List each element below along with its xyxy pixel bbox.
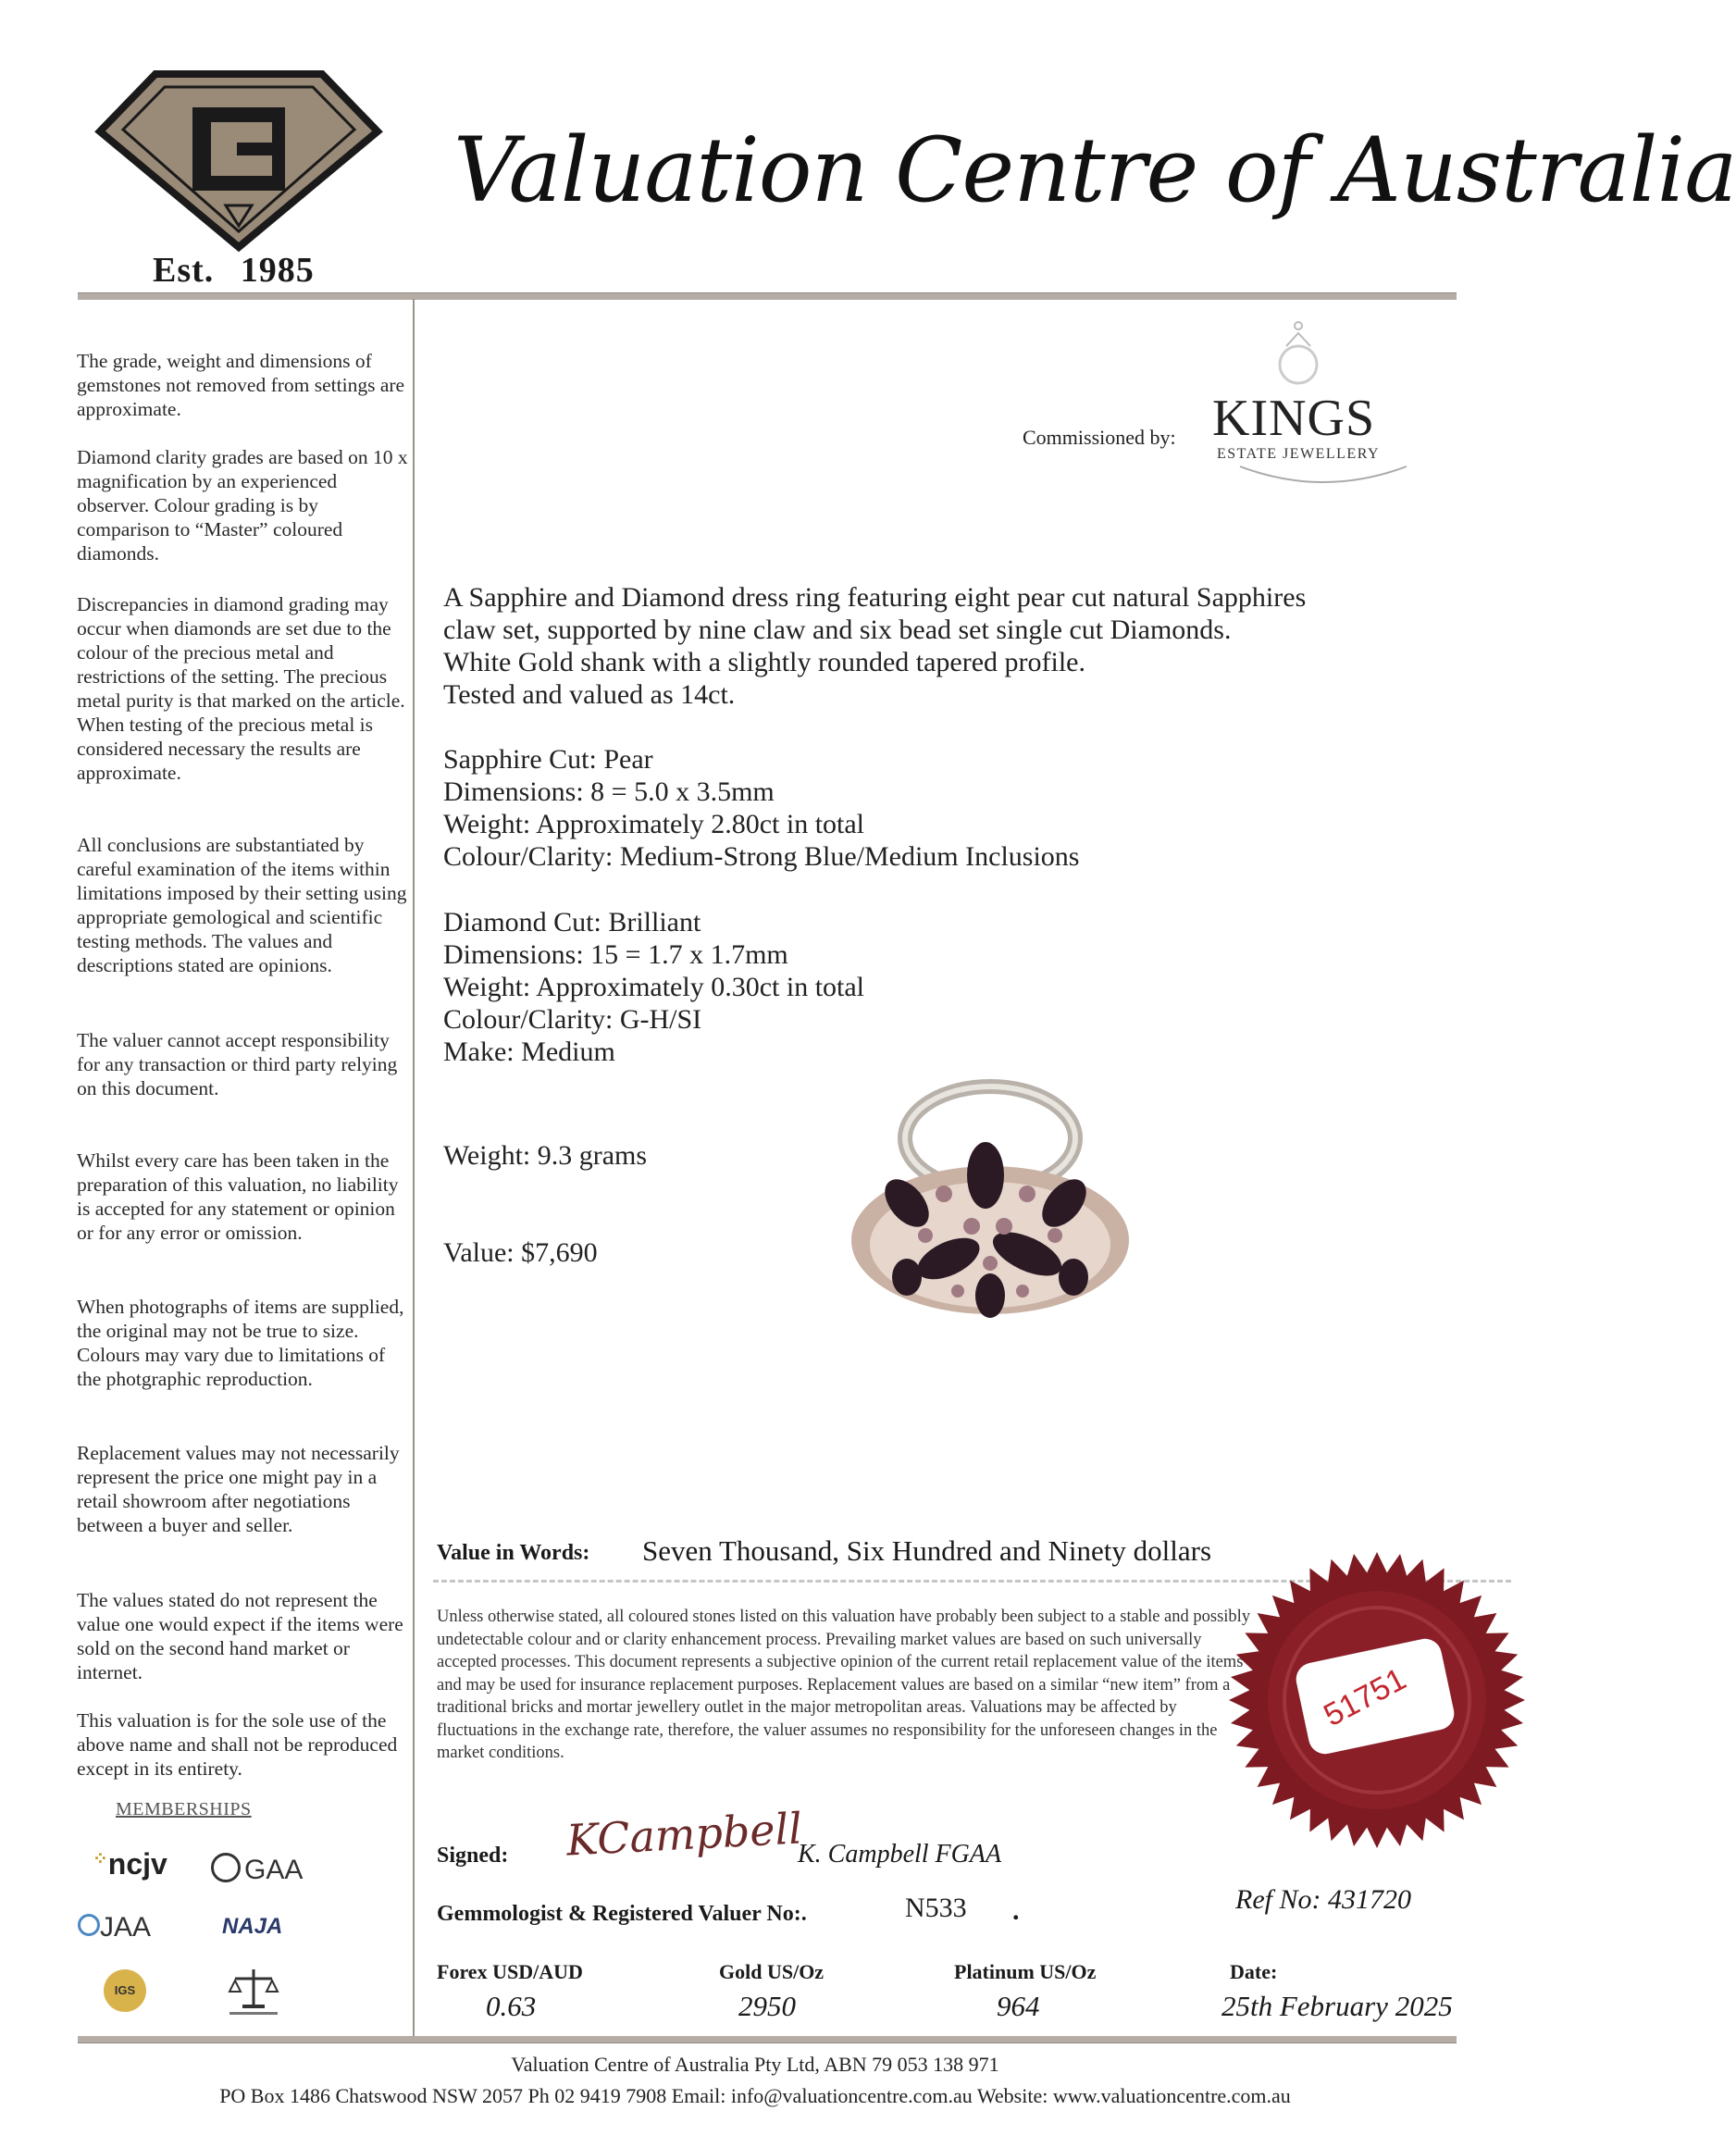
kings-brand: KINGS <box>1212 390 1376 447</box>
disclaimer-1: The grade, weight and dimensions of gemstones not removed from settings are approximate. <box>77 350 405 420</box>
disclaimer-4: All conclusions are substantiated by careful examination of the items within limitations imposed by their setting using appropriate gemological and scientific testing methods. The values and descriptions stated are opinions. <box>77 834 407 976</box>
sapphire-dimensions: Dimensions: 8 = 5.0 x 3.5mm <box>443 776 775 807</box>
gold-value: 2950 <box>738 1990 796 2022</box>
value-in-words-label: Value in Words: <box>437 1541 590 1565</box>
sapphire-colour-clarity: Colour/Clarity: Medium-Strong Blue/Medium Inclusions <box>443 841 1080 872</box>
handwritten-signature: KCampbell <box>564 1803 804 1866</box>
scales-of-justice-icon <box>226 1966 281 2018</box>
diamond-details <box>443 906 864 1068</box>
item-weight: Weight: 9.3 grams <box>443 1140 648 1171</box>
footer-contact: PO Box 1486 Chatswood NSW 2057 Ph 02 9419 7908 Email: info@valuationcentre.com.au Website: www.valuationcentre.com.au <box>219 2084 1291 2107</box>
valuer-trailing-dot: . <box>1012 1895 1020 1926</box>
signer-name: K. Campbell FGAA <box>798 1840 1002 1869</box>
disclaimer-7: When photographs of items are supplied, the original may not be true to size. Colours may vary due to limitations of the photgraphic reproduction. <box>77 1296 404 1390</box>
ref-number: Ref No: 431720 <box>1235 1884 1411 1915</box>
sapphire-weight: Weight: Approximately 2.80ct in total <box>443 809 865 839</box>
memberships-title: MEMBERSHIPS <box>116 1799 252 1819</box>
sapphire-details <box>443 743 1079 873</box>
disclaimer-8: Replacement values may not necessarily represent the price one might pay in a retail showroom after negotiations between a buyer and seller. <box>77 1442 400 1536</box>
valuer-number: N533 <box>905 1893 967 1923</box>
company-logo <box>72 67 405 252</box>
diamond-make: Make: Medium <box>443 1037 615 1067</box>
diamond-weight: Weight: Approximately 0.30ct in total <box>443 972 865 1002</box>
header-rule <box>78 292 1457 300</box>
disclaimer-6: Whilst every care has been taken in the preparation of this valuation, no liability is accepted for any statement or opinion or for any error or omission. <box>77 1149 399 1244</box>
disclaimer-9: The values stated do not represent the value one would expect if the items were sold on the second hand market or internet. <box>77 1589 403 1683</box>
footer-rule <box>78 2036 1457 2043</box>
kings-brand-sub: ESTATE JEWELLERY <box>1217 446 1381 462</box>
ring-photo <box>833 1074 1147 1342</box>
diamond-colour-clarity: Colour/Clarity: G-H/SI <box>443 1004 702 1035</box>
seal-handwritten-number: 51751 <box>1318 1661 1412 1734</box>
gold-label: Gold US/Oz <box>719 1960 825 1983</box>
footer-company: Valuation Centre of Australia Pty Ltd, ABN 79 053 138 971 <box>511 2053 999 2076</box>
disclaimer-5: The valuer cannot accept responsibility for any transaction or third party relying on this document. <box>77 1029 398 1099</box>
fine-print: Unless otherwise stated, all coloured stones listed on this valuation have probably been subject to a stable and possibly undetectable colour and or clarity enhancement process. Prevailing market values are based on such universally accepted processes. This document represents a subjective opinion of the current retail replacement value of the items and may be used for insurance replacement purposes. Replacement values are based on a similar “new item” from a traditional bricks and mortar jewellery outlet in the major metropolitan areas. Valuations may be affected by fluctuations in the exchange rate, therefore, the valuer assumes no responsibility for the unforeseen changes in the market conditions. <box>437 1608 1251 1762</box>
disclaimer-2: Diamond clarity grades are based on 10 x magnification by an experienced observer. Colour grading is by comparison to “Master” coloured diamonds. <box>77 446 408 565</box>
naja-logo <box>222 1914 282 1940</box>
kings-swoosh <box>1231 461 1416 494</box>
est-text: Est. <box>153 251 215 290</box>
naja-text: NAJA <box>222 1914 283 1939</box>
gaa-logo <box>211 1853 303 1886</box>
date-value: 25th February 2025 <box>1221 1990 1453 2022</box>
est-label <box>153 250 315 291</box>
item-value: Value: $7,690 <box>443 1237 598 1268</box>
date-label: Date: <box>1230 1960 1278 1983</box>
value-in-words: Seven Thousand, Six Hundred and Ninety dollars <box>642 1534 1212 1567</box>
company-name: Valuation Centre of Australia <box>453 118 1736 222</box>
forex-value: 0.63 <box>486 1990 537 2022</box>
description-line: Tested and valued as 14ct. <box>443 679 736 710</box>
platinum-value: 964 <box>997 1990 1040 2022</box>
valuer-label: Gemmologist & Registered Valuer No:. <box>437 1902 807 1926</box>
platinum-label: Platinum US/Oz <box>954 1960 1097 1983</box>
disclaimer-3: Discrepancies in diamond grading may occur when diamonds are set due to the colour of the precious metal and restrictions of the setting. The precious metal purity is that marked on the article. When testing of the precious metal is considered necessary the results are approximate. <box>77 593 405 784</box>
description-line: A Sapphire and Diamond dress ring featuring eight pear cut natural Sapphires <box>443 582 1307 613</box>
description-line: claw set, supported by nine claw and six bead set single cut Diamonds. <box>443 615 1232 645</box>
sapphire-cut: Sapphire Cut: Pear <box>443 744 653 775</box>
jaa-logo <box>78 1912 151 1943</box>
disclaimer-10: This valuation is for the sole use of the above name and shall not be reproduced except in its entirety. <box>77 1709 398 1780</box>
ncjv-logo: ⁘ncjv <box>93 1847 167 1881</box>
diamond-cut: Diamond Cut: Brilliant <box>443 907 701 937</box>
item-description <box>443 581 1306 711</box>
diamond-dimensions: Dimensions: 15 = 1.7 x 1.7mm <box>443 939 788 970</box>
igs-text: IGS <box>114 1983 136 1997</box>
jaa-text: JAA <box>100 1912 152 1943</box>
igs-logo <box>104 1969 146 2012</box>
ring-emblem-icon <box>1266 318 1331 391</box>
ncjv-text: ncjv <box>107 1847 167 1881</box>
signed-label: Signed: <box>437 1844 509 1868</box>
est-year: 1985 <box>240 251 315 290</box>
forex-label: Forex USD/AUD <box>437 1960 583 1983</box>
commissioned-label: Commissioned by: <box>1023 426 1176 449</box>
gaa-text: GAA <box>244 1855 304 1885</box>
description-line: White Gold shank with a slightly rounded tapered profile. <box>443 647 1085 677</box>
column-divider <box>413 299 415 2036</box>
